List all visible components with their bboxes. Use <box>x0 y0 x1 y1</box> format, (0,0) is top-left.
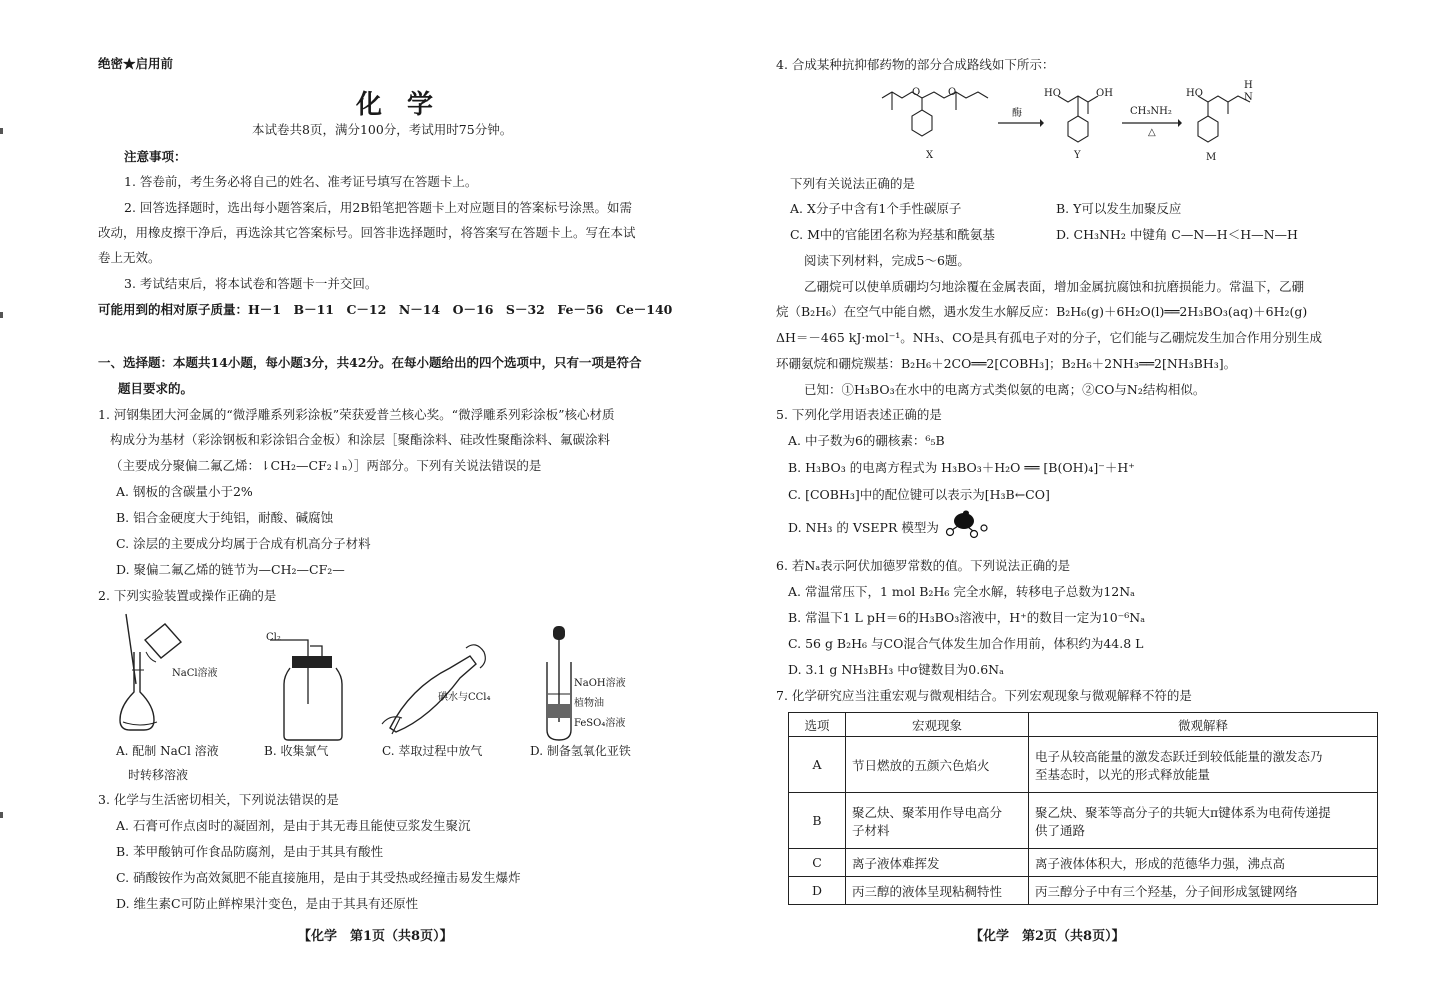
q4-arrow-1 <box>998 118 1044 128</box>
q7-stem: 7. 化学研究应当注重宏观与微观相结合。下列宏观现象与微观解释不符的是 <box>776 688 1192 703</box>
table-row-b-option: B <box>789 793 846 849</box>
scan-mark <box>0 128 3 134</box>
section1-line1: 一、选择题：本题共14小题，每小题3分，共42分。在每小题给出的四个选项中，只有一项是符合 <box>98 355 642 370</box>
material-line3: ΔH＝－465 kJ·mol⁻¹。NH₃、CO是具有孤电子对的分子，它们能与乙硼烷发生加合作用分别生成 <box>776 330 1322 345</box>
table-row-d-macro: 丙三醇的液体呈现粘稠特性 <box>846 877 1029 905</box>
q4-arrow-2-top: CH₃NH₂ <box>1130 106 1172 117</box>
q3-option-c: C. 硝酸铵作为高效氮肥不能直接施用，是由于其受热或经撞击易发生爆炸 <box>116 870 521 885</box>
q5-option-c: C. [COBH₃]中的配位键可以表示为[H₃B←CO] <box>788 487 1050 502</box>
reading-intro: 阅读下列材料，完成5～6题。 <box>804 253 970 268</box>
notes-header: 注意事项： <box>124 149 187 164</box>
q1-stem-line3: （主要成分聚偏二氟乙烯：⇂CH₂—CF₂⇃ₙ）］两部分。下列有关说法错误的是 <box>110 458 542 473</box>
q4-stem: 4. 合成某种抗抑郁药物的部分合成路线如下所示： <box>776 57 1055 72</box>
q4-arrow-1-label: 酶 <box>1012 108 1022 119</box>
note-3: 3. 考试结束后，将本试卷和答题卡一并交回。 <box>124 276 378 291</box>
q1-stem-line1: 1. 河钢集团大河金属的“微浮雕系列彩涂板”荣获爱普兰核心奖。“微浮雕系列彩涂板”核心材质 <box>98 407 615 422</box>
scan-mark <box>0 312 3 318</box>
q2-label-feso4: FeSO₄溶液 <box>574 718 626 729</box>
q4-option-d: D. CH₃NH₂ 中键角 C—N—H＜H—N—H <box>1056 227 1298 242</box>
table-row <box>789 849 1378 877</box>
table-row-d-option: D <box>789 877 846 905</box>
q5-stem: 5. 下列化学用语表述正确的是 <box>776 407 942 422</box>
material-line4: 环硼氨烷和硼烷羰基：B₂H₆＋2CO══2[COBH₃]；B₂H₆＋2NH₃══2[NH₃BH₃]。 <box>776 356 1237 371</box>
table-row <box>789 877 1378 905</box>
table-header-option: 选项 <box>789 713 846 737</box>
q4-label-n: N <box>1244 92 1253 103</box>
q1-option-c: C. 涂层的主要成分均属于合成有机高分子材料 <box>116 536 371 551</box>
table-row-b-micro-line1: 聚乙炔、聚苯等高分子的共轭大π键体系为电荷传递提 <box>1035 804 1331 820</box>
q1-option-d: D. 聚偏二氟乙烯的链节为—CH₂—CF₂— <box>116 562 345 577</box>
table-row-b-micro <box>1029 793 1378 849</box>
q2-label-nacl: NaCl溶液 <box>172 668 218 679</box>
material-line2: 烷（B₂H₆）在空气中能自燃，遇水发生水解反应：B₂H₆(g)＋6H₂O(l)══2H₃BO₃(aq)＋6H₂(g) <box>776 304 1308 319</box>
q6-option-d: D. 3.1 g NH₃BH₃ 中σ键数目为0.6Nₐ <box>788 662 1004 677</box>
table-row-a-macro: 节日燃放的五颜六色焰火 <box>846 737 1029 793</box>
q6-stem: 6. 若Nₐ表示阿伏加德罗常数的值。下列说法正确的是 <box>776 558 1071 573</box>
known-conditions: 已知：①H₃BO₃在水中的电离方式类似氨的电离；②CO与N₂结构相似。 <box>804 382 1206 397</box>
q2-label-naoh: NaOH溶液 <box>574 678 626 689</box>
q1-stem-line2: 构成分为基材（彩涂钢板和彩涂铝合金板）和涂层［聚酯涂料、硅改性聚酯涂料、氟碳涂料 <box>110 432 611 447</box>
table-row-a-option: A <box>789 737 846 793</box>
table-row-a-micro-line1: 电子从较高能量的激发态跃迁到较低能量的激发态乃 <box>1035 748 1323 764</box>
q4-label-ho-m: HO <box>1186 88 1203 99</box>
q6-option-b: B. 常温下1 L pH＝6的H₃BO₃溶液中，H⁺的数目一定为10⁻⁶Nₐ <box>788 610 1146 625</box>
q2-apparatus-c-figure <box>380 628 490 740</box>
q2-caption-a-line1: A. 配制 NaCl 溶液 <box>116 744 219 758</box>
table-header-macro: 宏观现象 <box>846 713 1029 737</box>
q3-option-a: A. 石膏可作点卤时的凝固剂，是由于其无毒且能使豆浆发生聚沉 <box>116 818 471 833</box>
table-row-c-option: C <box>789 849 846 877</box>
table-row-b-macro <box>846 793 1029 849</box>
table-row-b-micro-line2: 供了通路 <box>1035 822 1086 838</box>
q4-label-y: Y <box>1074 150 1081 161</box>
table-row-c-micro: 离子液体体积大，形成的范德华力强，沸点高 <box>1029 849 1378 877</box>
material-line1: 乙硼烷可以使单质硼均匀地涂覆在金属表面，增加金属抗腐蚀和抗磨损能力。常温下，乙硼 <box>804 279 1305 294</box>
q2-caption-a-line2: 时转移溶液 <box>128 768 189 782</box>
table-row-a-micro-line2: 至基态时，以光的形式释放能量 <box>1035 766 1211 782</box>
table-row-a-micro <box>1029 737 1378 793</box>
exam-info: 本试卷共8页，满分100分，考试用时75分钟。 <box>252 122 513 137</box>
q4-label-oh-y: OH <box>1096 88 1113 99</box>
q6-option-c: C. 56 g B₂H₆ 与CO混合气体发生加合作用前，体积约为44.8 L <box>788 636 1144 651</box>
q2-apparatus-b-figure <box>268 630 348 742</box>
q4-label-x: X <box>926 150 934 161</box>
q4-option-b: B. Y可以发生加聚反应 <box>1056 201 1182 216</box>
q2-caption-b: B. 收集氯气 <box>264 744 329 758</box>
secret-label: 绝密★启用前 <box>98 56 174 71</box>
table-header-micro: 微观解释 <box>1029 713 1378 737</box>
q4-molecule-m <box>1194 86 1274 156</box>
q2-label-oil: 植物油 <box>574 698 604 709</box>
q4-option-a: A. X分子中含有1个手性碳原子 <box>790 201 962 216</box>
atomic-masses: 可能用到的相对原子质量：H－1 B－11 C－12 N－14 O－16 S－32 Fe－56 Ce－140 <box>98 302 673 317</box>
table-row-c-macro: 离子液体难挥发 <box>846 849 1029 877</box>
q2-caption-c: C. 萃取过程中放气 <box>382 744 483 758</box>
table-row-b-macro-line1: 聚乙炔、聚苯用作导电高分 <box>852 804 1003 820</box>
q2-label-ccl4: 碘水与CCl₄ <box>438 692 491 703</box>
note-2-line3: 卷上无效。 <box>98 250 161 265</box>
table-row <box>789 737 1378 793</box>
section1-line2: 题目要求的。 <box>118 381 194 396</box>
footer-right: 【化学 第2页（共8页）】 <box>970 929 1125 944</box>
q2-caption-d: D. 制备氢氧化亚铁 <box>530 744 631 758</box>
q5-vsepr-model-figure <box>944 510 988 540</box>
q4-molecule-y <box>1052 86 1132 156</box>
table-row-b-macro-line2: 子材料 <box>852 822 890 838</box>
note-2-line2: 改动，用橡皮擦干净后，再选涂其它答案标号。回答非选择题时，将答案写在答题卡上。写在本试 <box>98 225 636 240</box>
page-title: 化 学 <box>356 90 442 120</box>
q4-label-ho-y: HO <box>1044 88 1061 99</box>
page-right <box>722 0 1444 990</box>
note-2-line1: 2. 回答选择题时，选出每小题答案后，用2B铅笔把答题卡上对应题目的答案标号涂黑。如需 <box>124 200 633 215</box>
q4-question: 下列有关说法正确的是 <box>790 176 916 191</box>
q1-option-a: A. 钢板的含碳量小于2% <box>116 484 253 499</box>
q1-option-b: B. 铝合金硬度大于纯铝，耐酸、碱腐蚀 <box>116 510 334 525</box>
q6-option-a: A. 常温常压下，1 mol B₂H₆ 完全水解，转移电子总数为12Nₐ <box>788 584 1135 599</box>
q3-option-b: B. 苯甲酸钠可作食品防腐剂，是由于其具有酸性 <box>116 844 384 859</box>
q4-arrow-2-bottom: △ <box>1148 127 1156 138</box>
scan-mark <box>0 812 3 818</box>
q2-label-cl2: Cl₂ <box>266 632 281 643</box>
footer-left: 【化学 第1页（共8页）】 <box>298 929 453 944</box>
q4-label-m: M <box>1206 152 1217 163</box>
table-header-row <box>789 713 1378 737</box>
note-1: 1. 答卷前，考生务必将自己的姓名、准考证号填写在答题卡上。 <box>124 174 478 189</box>
q7-table <box>788 712 1378 905</box>
q5-option-b: B. H₃BO₃ 的电离方程式为 H₃BO₃＋H₂O ══ [B(OH)₄]⁻＋H⁺ <box>788 460 1135 475</box>
q4-label-nh: H <box>1244 80 1253 91</box>
q3-stem: 3. 化学与生活密切相关，下列说法错误的是 <box>98 792 339 807</box>
table-row-d-micro: 丙三醇分子中有三个羟基，分子间形成氢键网络 <box>1029 877 1378 905</box>
q2-stem: 2. 下列实验装置或操作正确的是 <box>98 588 277 603</box>
q5-option-d: D. NH₃ 的 VSEPR 模型为 <box>788 520 939 535</box>
q4-label-o1: O <box>912 87 921 98</box>
q3-option-d: D. 维生素C可防止鲜榨果汁变色，是由于其具有还原性 <box>116 896 419 911</box>
q5-option-a: A. 中子数为6的硼核素：⁶₅B <box>788 433 945 448</box>
q4-option-c: C. M中的官能团名称为羟基和酰氨基 <box>790 227 995 242</box>
table-row <box>789 793 1378 849</box>
q4-label-o2: O <box>948 87 957 98</box>
